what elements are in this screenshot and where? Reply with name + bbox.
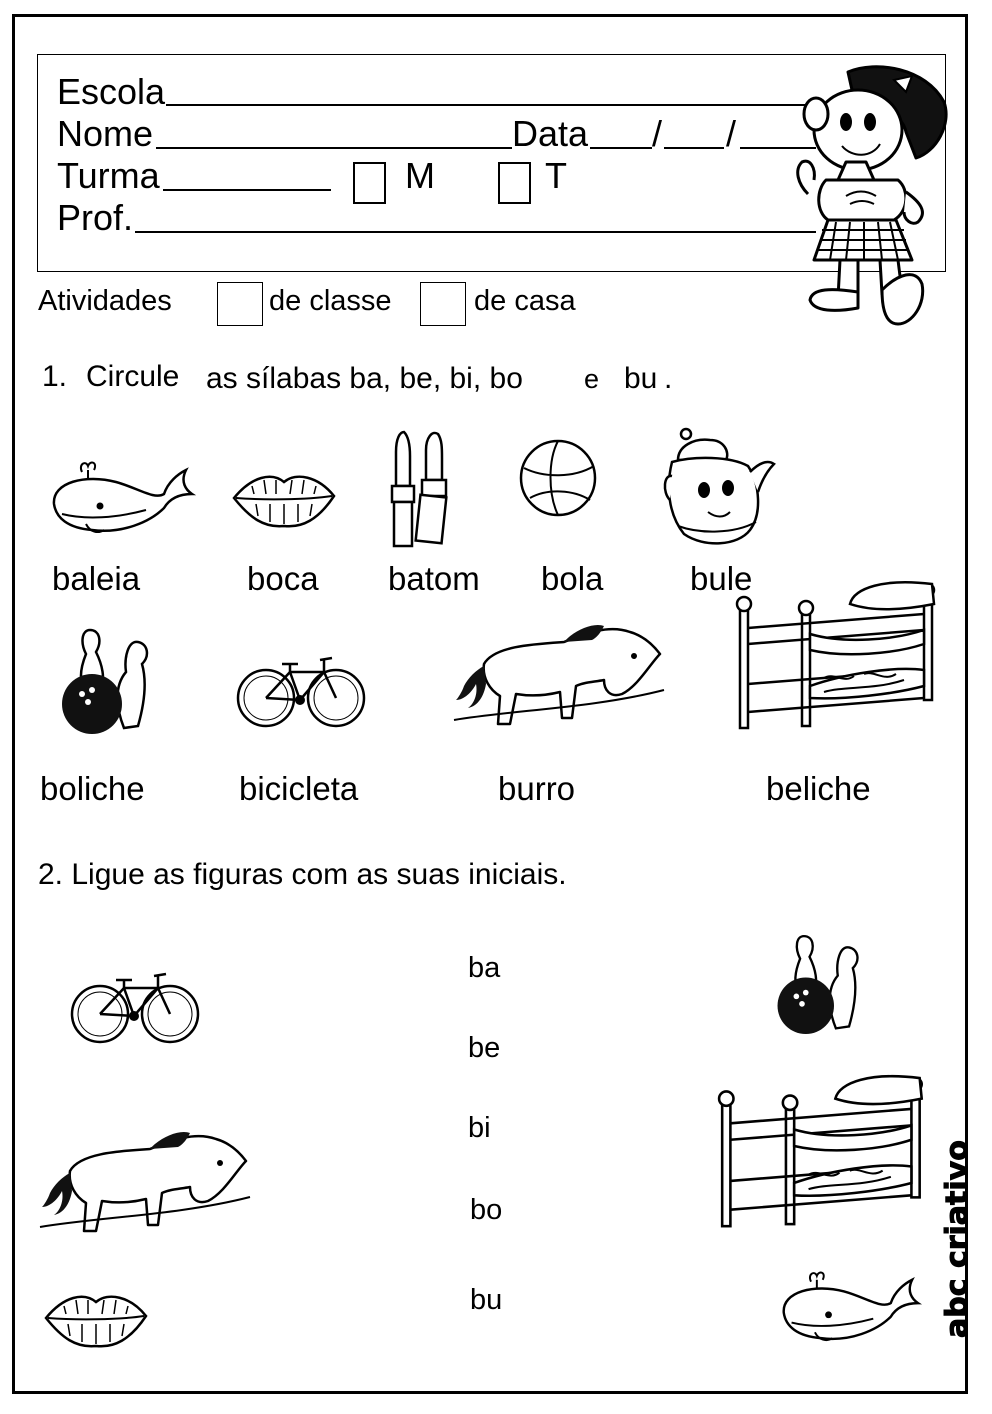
syllable-bi[interactable]: bi	[468, 1112, 491, 1144]
date-day-line[interactable]	[590, 147, 652, 149]
prof-line[interactable]	[135, 231, 816, 233]
q1-bu: bu	[624, 362, 658, 395]
q2-bicycle-picture[interactable]	[70, 962, 202, 1050]
word-boliche: boliche	[40, 770, 145, 807]
shift-m-checkbox[interactable]	[353, 162, 386, 204]
ball-picture	[518, 438, 598, 518]
word-batom: batom	[388, 560, 480, 597]
word-bule: bule	[690, 560, 753, 597]
de-casa-checkbox[interactable]	[420, 282, 466, 326]
bicycle-picture	[236, 650, 368, 730]
bunk-bed-picture	[734, 574, 944, 730]
shift-t-checkbox[interactable]	[498, 162, 531, 204]
atividades-label: Atividades	[38, 285, 172, 317]
abc-criativo-logo	[937, 1110, 979, 1340]
word-bicicleta: bicicleta	[239, 770, 359, 807]
nome-line[interactable]	[156, 147, 512, 149]
q2-donkey-picture[interactable]	[40, 1124, 250, 1240]
word-burro: burro	[498, 770, 576, 807]
de-classe-checkbox[interactable]	[217, 282, 263, 326]
q2-bunk-bed-picture[interactable]	[716, 1064, 932, 1232]
syllable-bu[interactable]: bu	[470, 1284, 503, 1316]
word-bola: bola	[541, 560, 604, 597]
de-casa-label: de casa	[474, 285, 576, 317]
whale-picture	[46, 460, 192, 536]
escola-label: Escola	[57, 71, 166, 112]
q1-e: e	[584, 364, 600, 394]
syllable-bo[interactable]: bo	[470, 1194, 503, 1226]
donkey-picture	[454, 620, 664, 730]
date-sep-1: /	[652, 113, 663, 154]
turma-label: Turma	[57, 155, 160, 196]
lipstick-picture	[388, 430, 450, 548]
shift-t-label: T	[545, 155, 567, 196]
q1-text: as sílabas ba, be, bi, bo	[206, 362, 523, 395]
nome-label: Nome	[57, 113, 154, 154]
date-month-line[interactable]	[664, 147, 724, 149]
syllable-ba[interactable]: ba	[468, 952, 501, 984]
teapot-picture	[664, 426, 776, 550]
bowling-picture	[54, 628, 156, 738]
q2-bowling-picture[interactable]	[770, 930, 866, 1042]
q1-text-circule: Circule	[86, 360, 180, 393]
girl-character-illustration	[786, 62, 956, 332]
q1-dot: .	[664, 362, 673, 395]
prof-label: Prof.	[57, 197, 134, 238]
brand-text: abc criativo	[940, 1140, 975, 1338]
word-boca: boca	[247, 560, 319, 597]
q1-number: 1.	[42, 360, 68, 393]
word-beliche: beliche	[766, 770, 871, 807]
q2-instruction: 2. Ligue as figuras com as suas iniciais.	[38, 858, 567, 891]
lips-picture	[232, 470, 336, 528]
de-classe-label: de classe	[269, 285, 392, 317]
syllable-be[interactable]: be	[468, 1032, 501, 1064]
data-label: Data	[512, 113, 589, 154]
q2-whale-picture[interactable]	[776, 1270, 918, 1344]
shift-m-label: M	[405, 155, 435, 196]
word-baleia: baleia	[52, 560, 141, 597]
turma-line[interactable]	[163, 189, 331, 191]
q2-lips-picture[interactable]	[44, 1290, 148, 1348]
escola-line[interactable]	[166, 104, 816, 106]
date-sep-2: /	[726, 113, 737, 154]
